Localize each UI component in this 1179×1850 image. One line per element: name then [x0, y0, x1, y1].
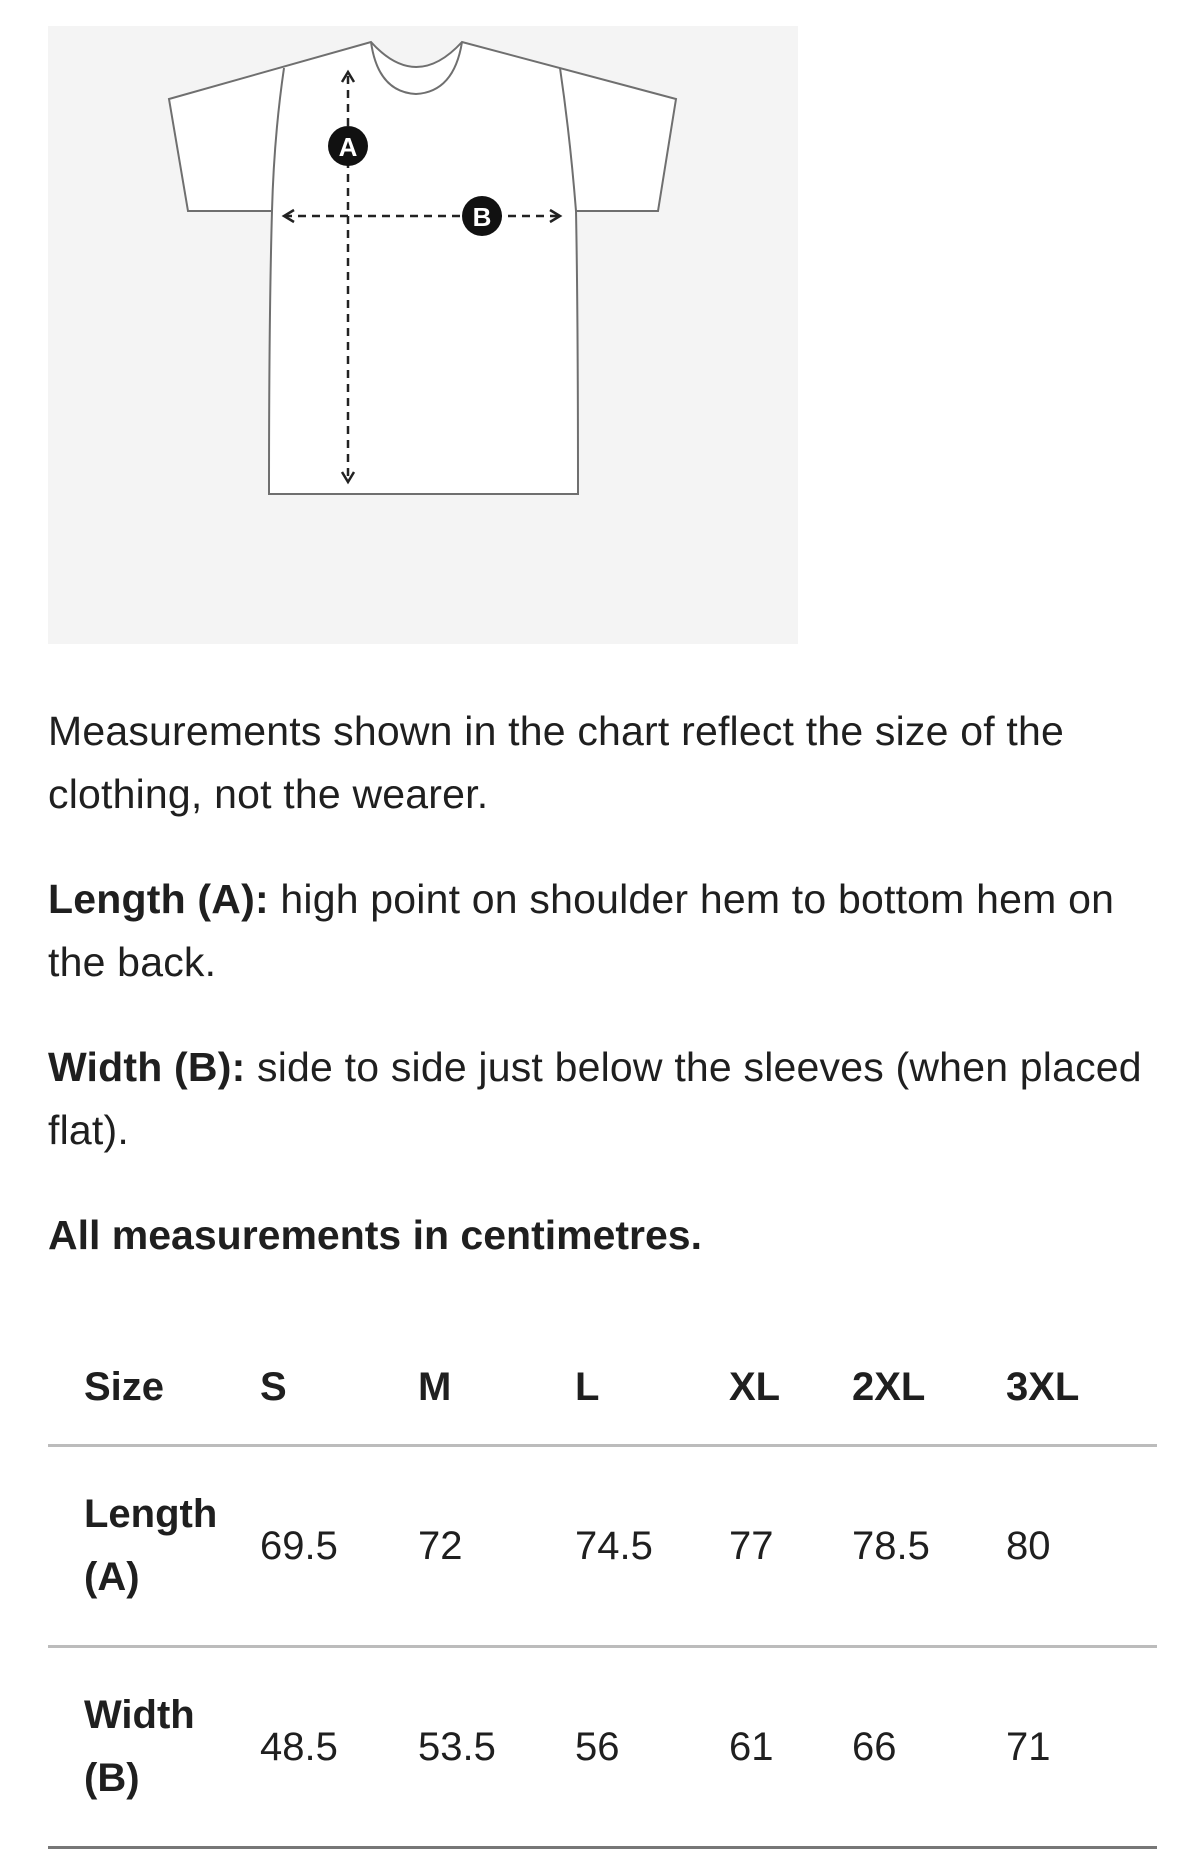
tshirt-outline: [169, 42, 676, 494]
table-row: [48, 1647, 1157, 1848]
header-size: Size: [48, 1330, 260, 1446]
table-cell: 72: [418, 1446, 575, 1647]
row-label-width: [48, 1647, 260, 1848]
table-cell: 48.5: [260, 1647, 418, 1848]
intro-text: Measurements shown in the chart reflect the size of the clothing, not the wearer.: [48, 708, 1065, 817]
table-cell: 80: [1006, 1446, 1157, 1647]
width-text: side to side just below the sleeves (when placed flat).: [48, 1044, 1142, 1153]
tshirt-diagram: [48, 26, 798, 644]
table-cell: 61: [729, 1647, 852, 1848]
row-label-length: [48, 1446, 260, 1647]
width-label: Width (B):: [48, 1044, 246, 1090]
size-chart-table: [48, 1330, 1157, 1849]
table-cell: 78.5: [852, 1446, 1006, 1647]
marker-a-label: A: [338, 132, 358, 162]
header-xl: XL: [729, 1330, 852, 1446]
intro-note: [48, 700, 1148, 826]
table-cell: 71: [1006, 1647, 1157, 1848]
measurement-notes: [48, 700, 1148, 1267]
row-label-length-text: Length (A): [84, 1492, 218, 1599]
marker-b-label: B: [472, 202, 492, 232]
table-cell: 66: [852, 1647, 1006, 1848]
length-label: Length (A):: [48, 876, 269, 922]
row-label-width-text: Width (B): [84, 1693, 195, 1800]
width-note: [48, 1036, 1148, 1162]
header-3xl: 3XL: [1006, 1330, 1157, 1446]
length-text: high point on shoulder hem to bottom hem on the back.: [48, 876, 1115, 985]
header-s: S: [260, 1330, 418, 1446]
tshirt-illustration: [48, 26, 798, 644]
header-m: M: [418, 1330, 575, 1446]
table-cell: 69.5: [260, 1446, 418, 1647]
table-row: [48, 1446, 1157, 1647]
table-cell: 77: [729, 1446, 852, 1647]
table-header-row: [48, 1330, 1157, 1446]
table-cell: 53.5: [418, 1647, 575, 1848]
header-l: L: [575, 1330, 729, 1446]
table-cell: 74.5: [575, 1446, 729, 1647]
units-note: All measurements in centimetres.: [48, 1212, 702, 1258]
table-cell: 56: [575, 1647, 729, 1848]
length-note: [48, 868, 1148, 994]
header-2xl: 2XL: [852, 1330, 1006, 1446]
